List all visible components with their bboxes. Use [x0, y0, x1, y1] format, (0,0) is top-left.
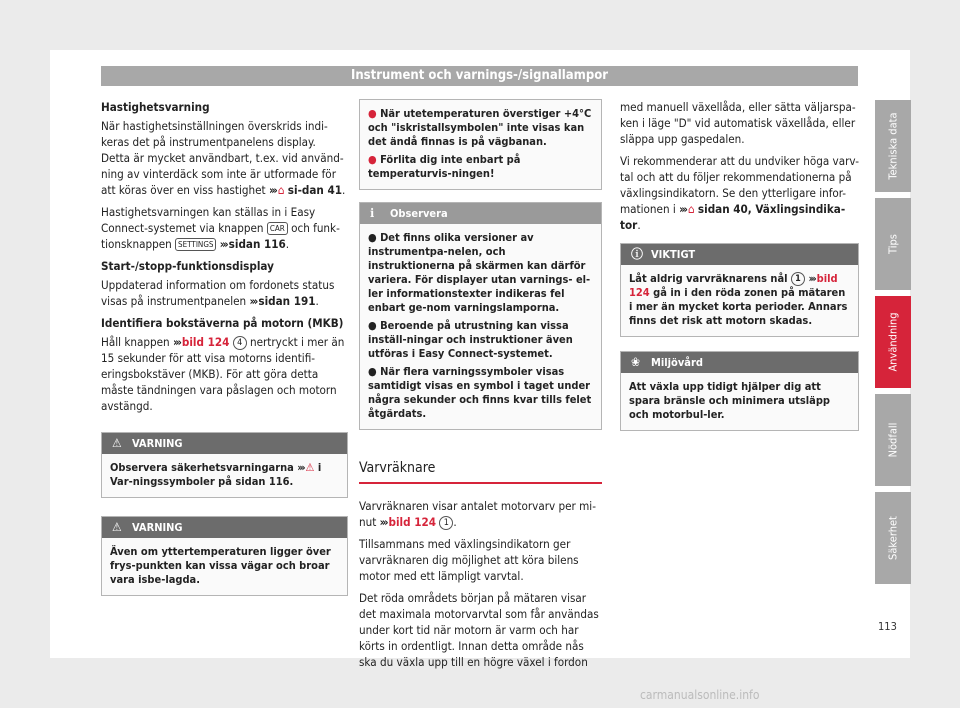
warning-triangle-icon: ⚠: [112, 436, 122, 450]
car-icon: ⌂: [687, 202, 695, 216]
car-key-icon: CAR: [267, 222, 288, 235]
page-header: Instrument och varnings-/signallampor: [101, 66, 858, 86]
heading-start-stop: Start-/stopp-funktionsdisplay: [101, 259, 274, 273]
warning-header: ⚠ VARNING: [102, 433, 347, 454]
side-tab-usage[interactable]: Användning: [875, 296, 911, 388]
paragraph: Håll knappen ››› bild 124 4 nertryckt i mer än 15 sekunder för att visa motorns identifi-eringsbokstäver (MKB). För att göra detta måste tändningen vara påslagen och motorn avstängd.: [101, 335, 345, 413]
bullet-item: ● När flera varningssymboler visas samtidigt visas en symbol i taget under några sekunder och finns kvar tills felet åtgärdats.: [368, 365, 592, 420]
note-body: [360, 224, 601, 429]
environment-box: [620, 351, 859, 431]
bullet-item: ● Det finns olika versioner av instrumentpa-nelen, och instruktionerna på skärmen kan därför variera. För displayer utan varnings- el-ler informationstexter indikeras fel enbart ge-nom varningslamporna.: [368, 231, 591, 314]
column-1: [101, 99, 348, 604]
important-body: Låt aldrig varvräknarens nål 1 ››› bild 124 gå in i den röda zonen på mätaren i mer än mycket korta perioder. Annars finns det risk att motorn skadas.: [629, 272, 848, 327]
paragraph: Uppdaterad information om fordonets status visas på instrumentpanelen ››› sidan 191.: [101, 278, 335, 308]
bullet-item: ● Förlita dig inte enbart på temperaturvis-ningen!: [368, 153, 521, 180]
environment-body: Att växla upp tidigt hjälper dig att spara bränsle och minimera utsläpp och motorbul-ler.: [629, 380, 831, 421]
arrow-icon: ›››: [219, 237, 227, 251]
warning-box: [101, 432, 348, 498]
paragraph: När hastighetsinställningen överskrids indi-keras det på instrumentpanelens display. Detta är mycket användbart, t.ex. vid använd-ning av vinterdäck som inte är utformade för att köras över en viss hastighet ››› ⌂ si-dan 41.: [101, 119, 346, 197]
side-tab-safety[interactable]: Säkerhet: [875, 492, 911, 584]
figure-link[interactable]: bild 124: [388, 515, 436, 529]
arrow-icon: ›››: [172, 335, 180, 349]
car-icon: ⌂: [277, 183, 285, 197]
page-link[interactable]: sidan 191: [258, 294, 316, 308]
important-icon: ⓘ: [631, 247, 644, 261]
paragraph: med manuell växellåda, eller sätta väljarspa-ken i läge "D" vid automatisk växellåda, eller släppa upp gaspedalen.: [620, 100, 856, 146]
arrow-icon: ›››: [297, 461, 304, 474]
column-3: [620, 99, 859, 439]
warning-continued-box: [359, 99, 602, 190]
paragraph: Tillsammans med växlingsindikatorn ger varvräknaren dig möjlighet att köra bilens motor med ett lämpligt varvtal.: [359, 537, 579, 583]
page-link[interactable]: sidan 116: [228, 237, 286, 251]
bullet-item: ● Beroende på utrustning kan vissa inställ-ningar och instruktioner även utföras i Easy Connect-systemet.: [368, 319, 573, 360]
environment-header: ❀ Miljövård: [621, 352, 858, 373]
note-header: ℹ Observera: [360, 203, 601, 224]
heading-mkb: Identifiera bokstäverna på motorn (MKB): [101, 316, 344, 330]
side-tab-emergency[interactable]: Nödfall: [875, 394, 911, 486]
figure-link[interactable]: bild 124: [181, 335, 230, 349]
callout-number: 1: [791, 272, 805, 286]
warning-box: [101, 516, 348, 596]
warning-header: ⚠ VARNING: [102, 517, 347, 538]
callout-number: 4: [233, 336, 247, 350]
side-tab-tips[interactable]: Tips: [875, 198, 911, 290]
column-2: [359, 99, 602, 676]
heading-speed-warning: Hastighetsvarning: [101, 100, 210, 114]
warning-body: Även om yttertemperaturen ligger över frys-punkten kan vissa vägar och broar vara isbe-lagda.: [110, 545, 331, 586]
note-box: [359, 202, 602, 430]
paragraph: Hastighetsvarningen kan ställas in i Easy Connect-systemet via knappen CAR och funk-tionsknappen SETTINGS ››› sidan 116.: [101, 205, 340, 251]
warning-body: [360, 100, 601, 189]
arrow-icon: ›››: [679, 202, 686, 216]
arrow-icon: ›››: [379, 515, 387, 529]
watermark: carmanualsonline.info: [640, 688, 760, 702]
warning-triangle-icon: ⚠: [112, 520, 122, 534]
bullet-item: ● När utetemperaturen överstiger +4°C och "iskristallsymbolen" inte visas kan det ändå finnas is på vägbanan.: [368, 107, 592, 148]
figure-link[interactable]: bild 124: [629, 272, 838, 299]
settings-key-icon: SETTINGS: [175, 238, 216, 251]
warning-triangle-icon: ⚠: [305, 461, 315, 474]
warning-body: Observera säkerhetsvarningarna ››› ⚠ i Var-ningssymboler på sidan 116.: [110, 461, 322, 488]
environment-icon: ❀: [631, 355, 641, 369]
arrow-icon: ›››: [249, 294, 257, 308]
callout-number: 1: [439, 516, 453, 530]
paragraph: Vi rekommenderar att du undviker höga varv-tal och att du följer rekommendationerna på växlingsindikatorn. Se den ytterligare infor-mationen i ››› ⌂ sidan 40, Växlingsindika-tor.: [620, 154, 859, 232]
section-heading-tachometer: Varvräknare: [359, 456, 602, 484]
info-icon: ℹ: [370, 206, 375, 220]
important-box: [620, 243, 859, 337]
page-link[interactable]: sidan 40, Växlingsindika-tor: [620, 202, 846, 232]
arrow-icon: ›››: [808, 272, 815, 285]
page-link[interactable]: si-dan 41: [287, 183, 342, 197]
paragraph: Varvräknaren visar antalet motorvarv per mi-nut ››› bild 124 1 .: [359, 499, 596, 529]
paragraph: Det röda områdets början på mätaren visar det maximala motorvarvtal som får användas under kort tid när motorn är varm och har körts in ordentligt. Innan detta område nås ska du växla upp till en högre växel i fordon: [359, 591, 599, 669]
side-tab-technical-data[interactable]: Tekniska data: [875, 100, 911, 192]
page-number: 113: [878, 620, 897, 633]
important-header: ⓘ VIKTIGT: [621, 244, 858, 265]
arrow-icon: ›››: [268, 183, 276, 197]
